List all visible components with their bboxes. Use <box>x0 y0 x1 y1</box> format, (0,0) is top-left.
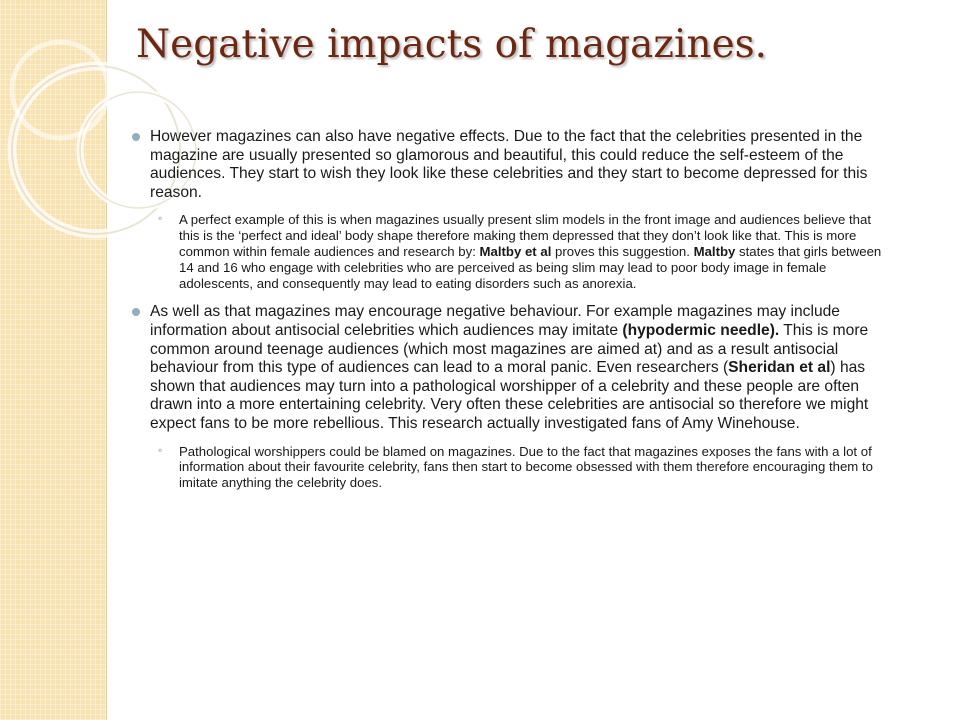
citation-maltby-et-al: Maltby et al <box>479 243 552 259</box>
sub-point-2 <box>158 444 882 491</box>
bullet-point-1 <box>132 128 882 202</box>
spacer <box>132 291 882 303</box>
slide-body <box>132 128 882 491</box>
bullet-text: This is more common around teenage audiences (which most magazines are aimed at) and as a result antisocial behaviour from this type of audiences can lead to a moral panic. Even researchers ( <box>150 321 869 377</box>
sub-text: proves this suggestion. <box>551 243 694 259</box>
sub-text: states that girls between 14 and 16 who engage with celebrities who are perceived as being slim may lead to poor body image in female adolescents, and consequently may lead to eating disorders such as anorexia. <box>179 243 882 291</box>
citation-sheridan-et-al: Sheridan et al <box>728 359 831 377</box>
bullet-text: However magazines can also have negative effects. Due to the fact that the celebrities presented in the magazine are usually presented so glamorous and beautiful, this could reduce the self-esteem of the audiences. They start to wish they look like these celebrities and they start to become depressed for this reason. <box>150 128 868 201</box>
bullet-point-2 <box>132 303 882 433</box>
bullet-text: As well as that magazines may encourage negative behaviour. For example magazines may include information about antisocial celebrities which audiences may imitate <box>150 303 840 339</box>
sub-point-1 <box>158 212 882 291</box>
citation-maltby: Maltby <box>693 243 736 259</box>
sub-text: Pathological worshippers could be blamed on magazines. Due to the fact that magazines exposes the fans with a lot of information about their favourite celebrity, fans then start to become obsessed with them therefore encouraging them to imitate anything the celebrity does. <box>179 443 873 491</box>
sub-text: A perfect example of this is when magazines usually present slim models in the front image and audiences believe that this is the ‘perfect and ideal’ body shape therefore making them depressed that they don’t look like that. This is more common within female audiences and research by: <box>179 212 871 259</box>
term-hypodermic-needle: (hypodermic needle). <box>622 321 780 339</box>
slide-title: Negative impacts of magazines. <box>136 22 768 67</box>
bullet-text: ) has shown that audiences may turn into a pathological worshipper of a celebrity and these people are often drawn into a more entertaining celebrity. Very often these celebrities are antisocial so therefore we might expect fans to be more rebellious. This research actually investigated fans of Amy Winehouse. <box>150 359 869 432</box>
